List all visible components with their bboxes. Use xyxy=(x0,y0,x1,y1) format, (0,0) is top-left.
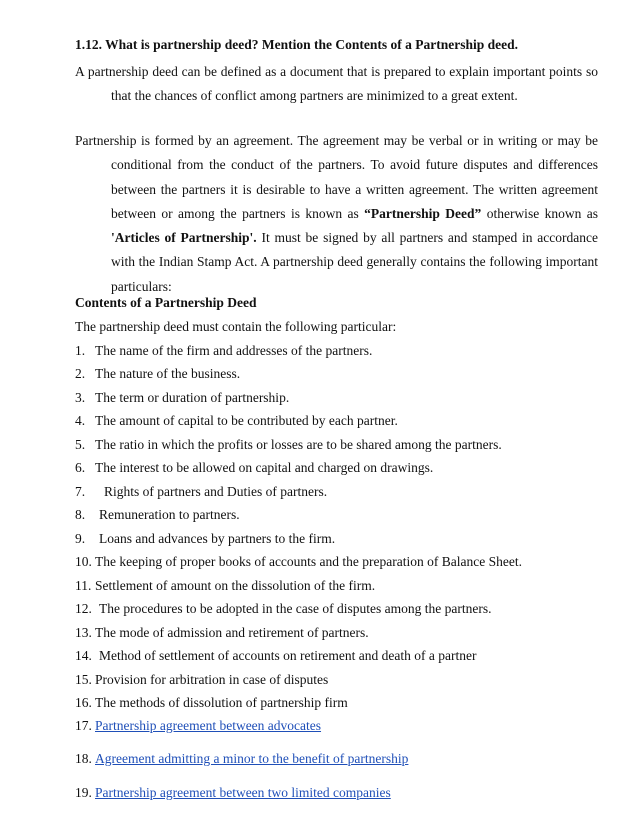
list-text: Remuneration to partners. xyxy=(99,507,240,522)
list-number: 8. xyxy=(75,507,86,522)
list-item xyxy=(75,366,240,386)
list-item xyxy=(75,718,321,738)
list-item xyxy=(75,625,369,645)
list-item xyxy=(75,484,327,504)
list-number: 16. xyxy=(75,695,92,710)
definition-paragraph: A partnership deed can be defined as a document that is prepared to explain important points so that the chances of conflict among partners are minimized to a great extent. xyxy=(75,64,598,104)
list-text: Loans and advances by partners to the firm. xyxy=(99,531,336,546)
list-number: 13. xyxy=(75,625,92,640)
list-text: The interest to be allowed on capital and charged on drawings. xyxy=(95,460,434,475)
list-number: 10. xyxy=(75,554,92,569)
list-number: 9. xyxy=(75,531,86,546)
list-item xyxy=(75,695,348,715)
list-text: Rights of partners and Duties of partners. xyxy=(104,484,328,499)
formation-paragraph xyxy=(75,129,598,299)
list-item xyxy=(75,601,492,621)
list-item xyxy=(75,578,375,598)
list-item xyxy=(75,531,335,551)
list-text: Method of settlement of accounts on retirement and death of a partner xyxy=(99,648,477,663)
limited-companies-agreement-link[interactable]: Partnership agreement between two limited companies xyxy=(95,785,391,800)
list-number: 4. xyxy=(75,413,86,428)
list-text: Settlement of amount on the dissolution of the firm. xyxy=(95,578,376,593)
list-text: The name of the firm and addresses of the partners. xyxy=(95,343,373,358)
partnership-deed-term: “Partnership Deed” xyxy=(364,205,482,221)
contents-intro: The partnership deed must contain the following particular: xyxy=(75,319,397,334)
list-text: The methods of dissolution of partnership firm xyxy=(95,695,348,710)
list-item xyxy=(75,437,502,457)
list-number: 15. xyxy=(75,672,92,687)
formation-text-3: It must be signed by all partners and stamped in accordance with the Indian Stamp Act. A partnership deed generally contains the following important particulars: xyxy=(111,230,598,294)
list-number: 5. xyxy=(75,437,86,452)
list-number: 7. xyxy=(75,484,86,499)
list-item xyxy=(75,672,328,692)
list-number: 1. xyxy=(75,343,86,358)
list-text: The nature of the business. xyxy=(95,366,241,381)
list-text: The term or duration of partnership. xyxy=(95,390,290,405)
contents-subheading: Contents of a Partnership Deed xyxy=(75,295,257,310)
minor-admission-agreement-link[interactable]: Agreement admitting a minor to the benefit of partnership xyxy=(95,751,409,766)
list-number: 14. xyxy=(75,648,92,663)
advocates-agreement-link[interactable]: Partnership agreement between advocates xyxy=(95,718,322,733)
list-number: 3. xyxy=(75,390,86,405)
list-item xyxy=(75,343,372,363)
list-item xyxy=(75,648,477,668)
list-item xyxy=(75,390,289,410)
list-text: The amount of capital to be contributed by each partner. xyxy=(95,413,398,428)
list-text: The procedures to be adopted in the case of disputes among the partners. xyxy=(99,601,492,616)
list-number: 11. xyxy=(75,578,92,593)
list-text: Provision for arbitration in case of disputes xyxy=(95,672,329,687)
list-item xyxy=(75,785,391,805)
list-item xyxy=(75,554,522,574)
list-item xyxy=(75,507,240,527)
list-number: 2. xyxy=(75,366,86,381)
list-number: 6. xyxy=(75,460,86,475)
list-number: 18. xyxy=(75,751,92,766)
list-number: 17. xyxy=(75,718,92,733)
list-text: The mode of admission and retirement of partners. xyxy=(95,625,369,640)
formation-text-1: Partnership is formed by an agreement. The agreement may be verbal or in writing or may be conditional from the conduct of the partners. To avoid future disputes and differences between the partners it is desirable to have a written agreement. The written agreement between or among the partners is known as xyxy=(75,133,598,221)
list-number: 12. xyxy=(75,601,92,616)
formation-text-2: otherwise known as xyxy=(481,205,598,221)
list-item xyxy=(75,460,433,480)
list-text: The ratio in which the profits or losses are to be shared among the partners. xyxy=(95,437,502,452)
list-item xyxy=(75,751,408,771)
list-text: The keeping of proper books of accounts and the preparation of Balance Sheet. xyxy=(95,554,522,569)
list-item xyxy=(75,413,398,433)
articles-of-partnership-term: 'Articles of Partnership'. xyxy=(111,230,257,246)
question-heading: 1.12. What is partnership deed? Mention the Contents of a Partnership deed. xyxy=(75,37,519,52)
list-number: 19. xyxy=(75,785,92,800)
